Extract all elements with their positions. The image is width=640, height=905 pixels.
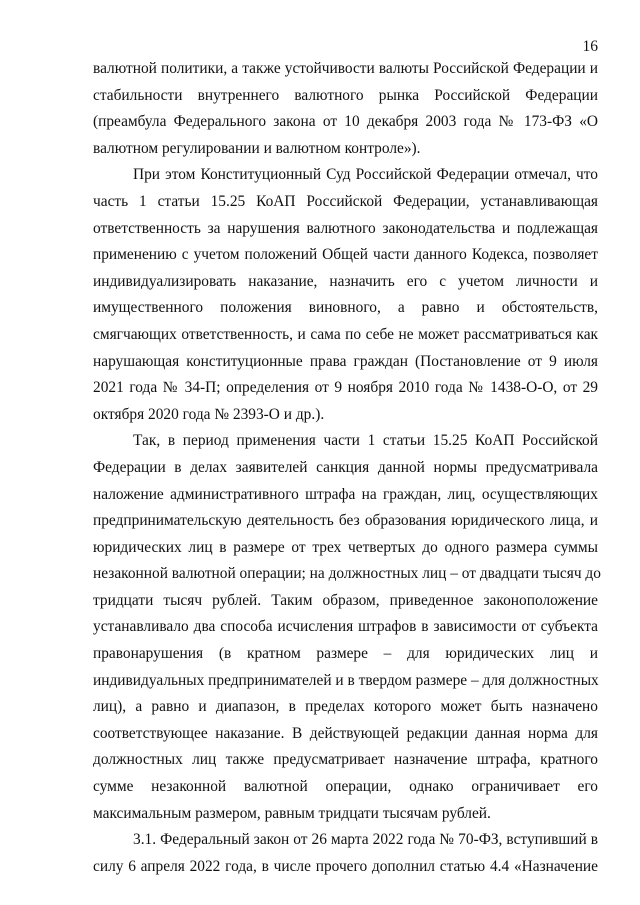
text-line: индивидуальных предпринимателей и в твердом размере – для должностных	[93, 671, 599, 689]
text-line: лиц), а равно и диапазон, в пределах которого может быть назначено	[93, 698, 598, 716]
text-line: (преамбула Федерального закона от 10 декабря 2003 года № 173-ФЗ «О	[93, 113, 598, 131]
text-line: должностных лиц также предусматривает назначение штрафа, кратного	[93, 751, 598, 769]
text-line: октября 2020 года № 2393-О и др.).	[93, 405, 325, 423]
text-line: 3.1. Федеральный закон от 26 марта 2022 года № 70-ФЗ, вступивший в	[133, 831, 598, 849]
page-number: 16	[582, 38, 598, 55]
text-line: Так, в период применения части 1 статьи 15.25 КоАП Российской	[133, 432, 598, 450]
text-line: валютной политики, а также устойчивости валюты Российской Федерации и	[93, 60, 598, 77]
text-line: максимальным размером, равным тридцати тысячам рублей.	[93, 804, 491, 822]
text-line: нарушающая конституционные права граждан (Постановление от 9 июля	[93, 352, 598, 370]
document-body	[93, 56, 601, 880]
text-line: часть 1 статьи 15.25 КоАП Российской Федерации, устанавливающая	[93, 192, 598, 210]
text-line: При этом Конституционный Суд Российской Федерации отмечал, что	[133, 166, 598, 184]
text-line: наложение административного штрафа на граждан, лиц, осуществляющих	[93, 485, 598, 503]
text-line: незаконной валютной операции; на должностных лиц – от двадцати тысяч до	[93, 565, 601, 583]
text-line: тридцати тысяч рублей. Таким образом, приведенное законоположение	[93, 591, 598, 609]
text-line: устанавливало два способа исчисления штрафов в зависимости от субъекта	[93, 618, 598, 636]
text-line: Федерации в делах заявителей санкция данной нормы предусматривала	[93, 458, 598, 476]
text-line: 2021 года № 34-П; определения от 9 ноября 2010 года № 1438-О-О, от 29	[93, 379, 598, 397]
text-line: правонарушения (в кратном размере – для юридических лиц и	[93, 645, 598, 663]
text-line: предпринимательскую деятельность без образования юридического лица, и	[93, 512, 598, 530]
text-line: сумме незаконной валютной операции, однако ограничивает его	[93, 778, 598, 796]
text-line: соответствующее наказание. В действующей редакции данная норма для	[93, 724, 598, 742]
text-line: силу 6 апреля 2022 года, в числе прочего дополнил статью 4.4 «Назначение	[93, 857, 598, 875]
text-line: юридических лиц в размере от трех четвертых до одного размера суммы	[93, 538, 598, 556]
text-line: стабильности внутреннего валютного рынка Российской Федерации	[93, 86, 598, 104]
text-line: индивидуализировать наказание, назначить его с учетом личности и	[93, 272, 598, 290]
text-line: применению с учетом положений Общей части данного Кодекса, позволяет	[93, 246, 598, 264]
text-line: валютном регулировании и валютном контроле»).	[93, 139, 421, 157]
text-line: смягчающих ответственность, и сама по себе не может рассматриваться как	[93, 325, 598, 343]
text-line: ответственность за нарушения валютного законодательства и подлежащая	[93, 219, 598, 237]
text-line: имущественного положения виновного, а равно и обстоятельств,	[93, 299, 598, 317]
